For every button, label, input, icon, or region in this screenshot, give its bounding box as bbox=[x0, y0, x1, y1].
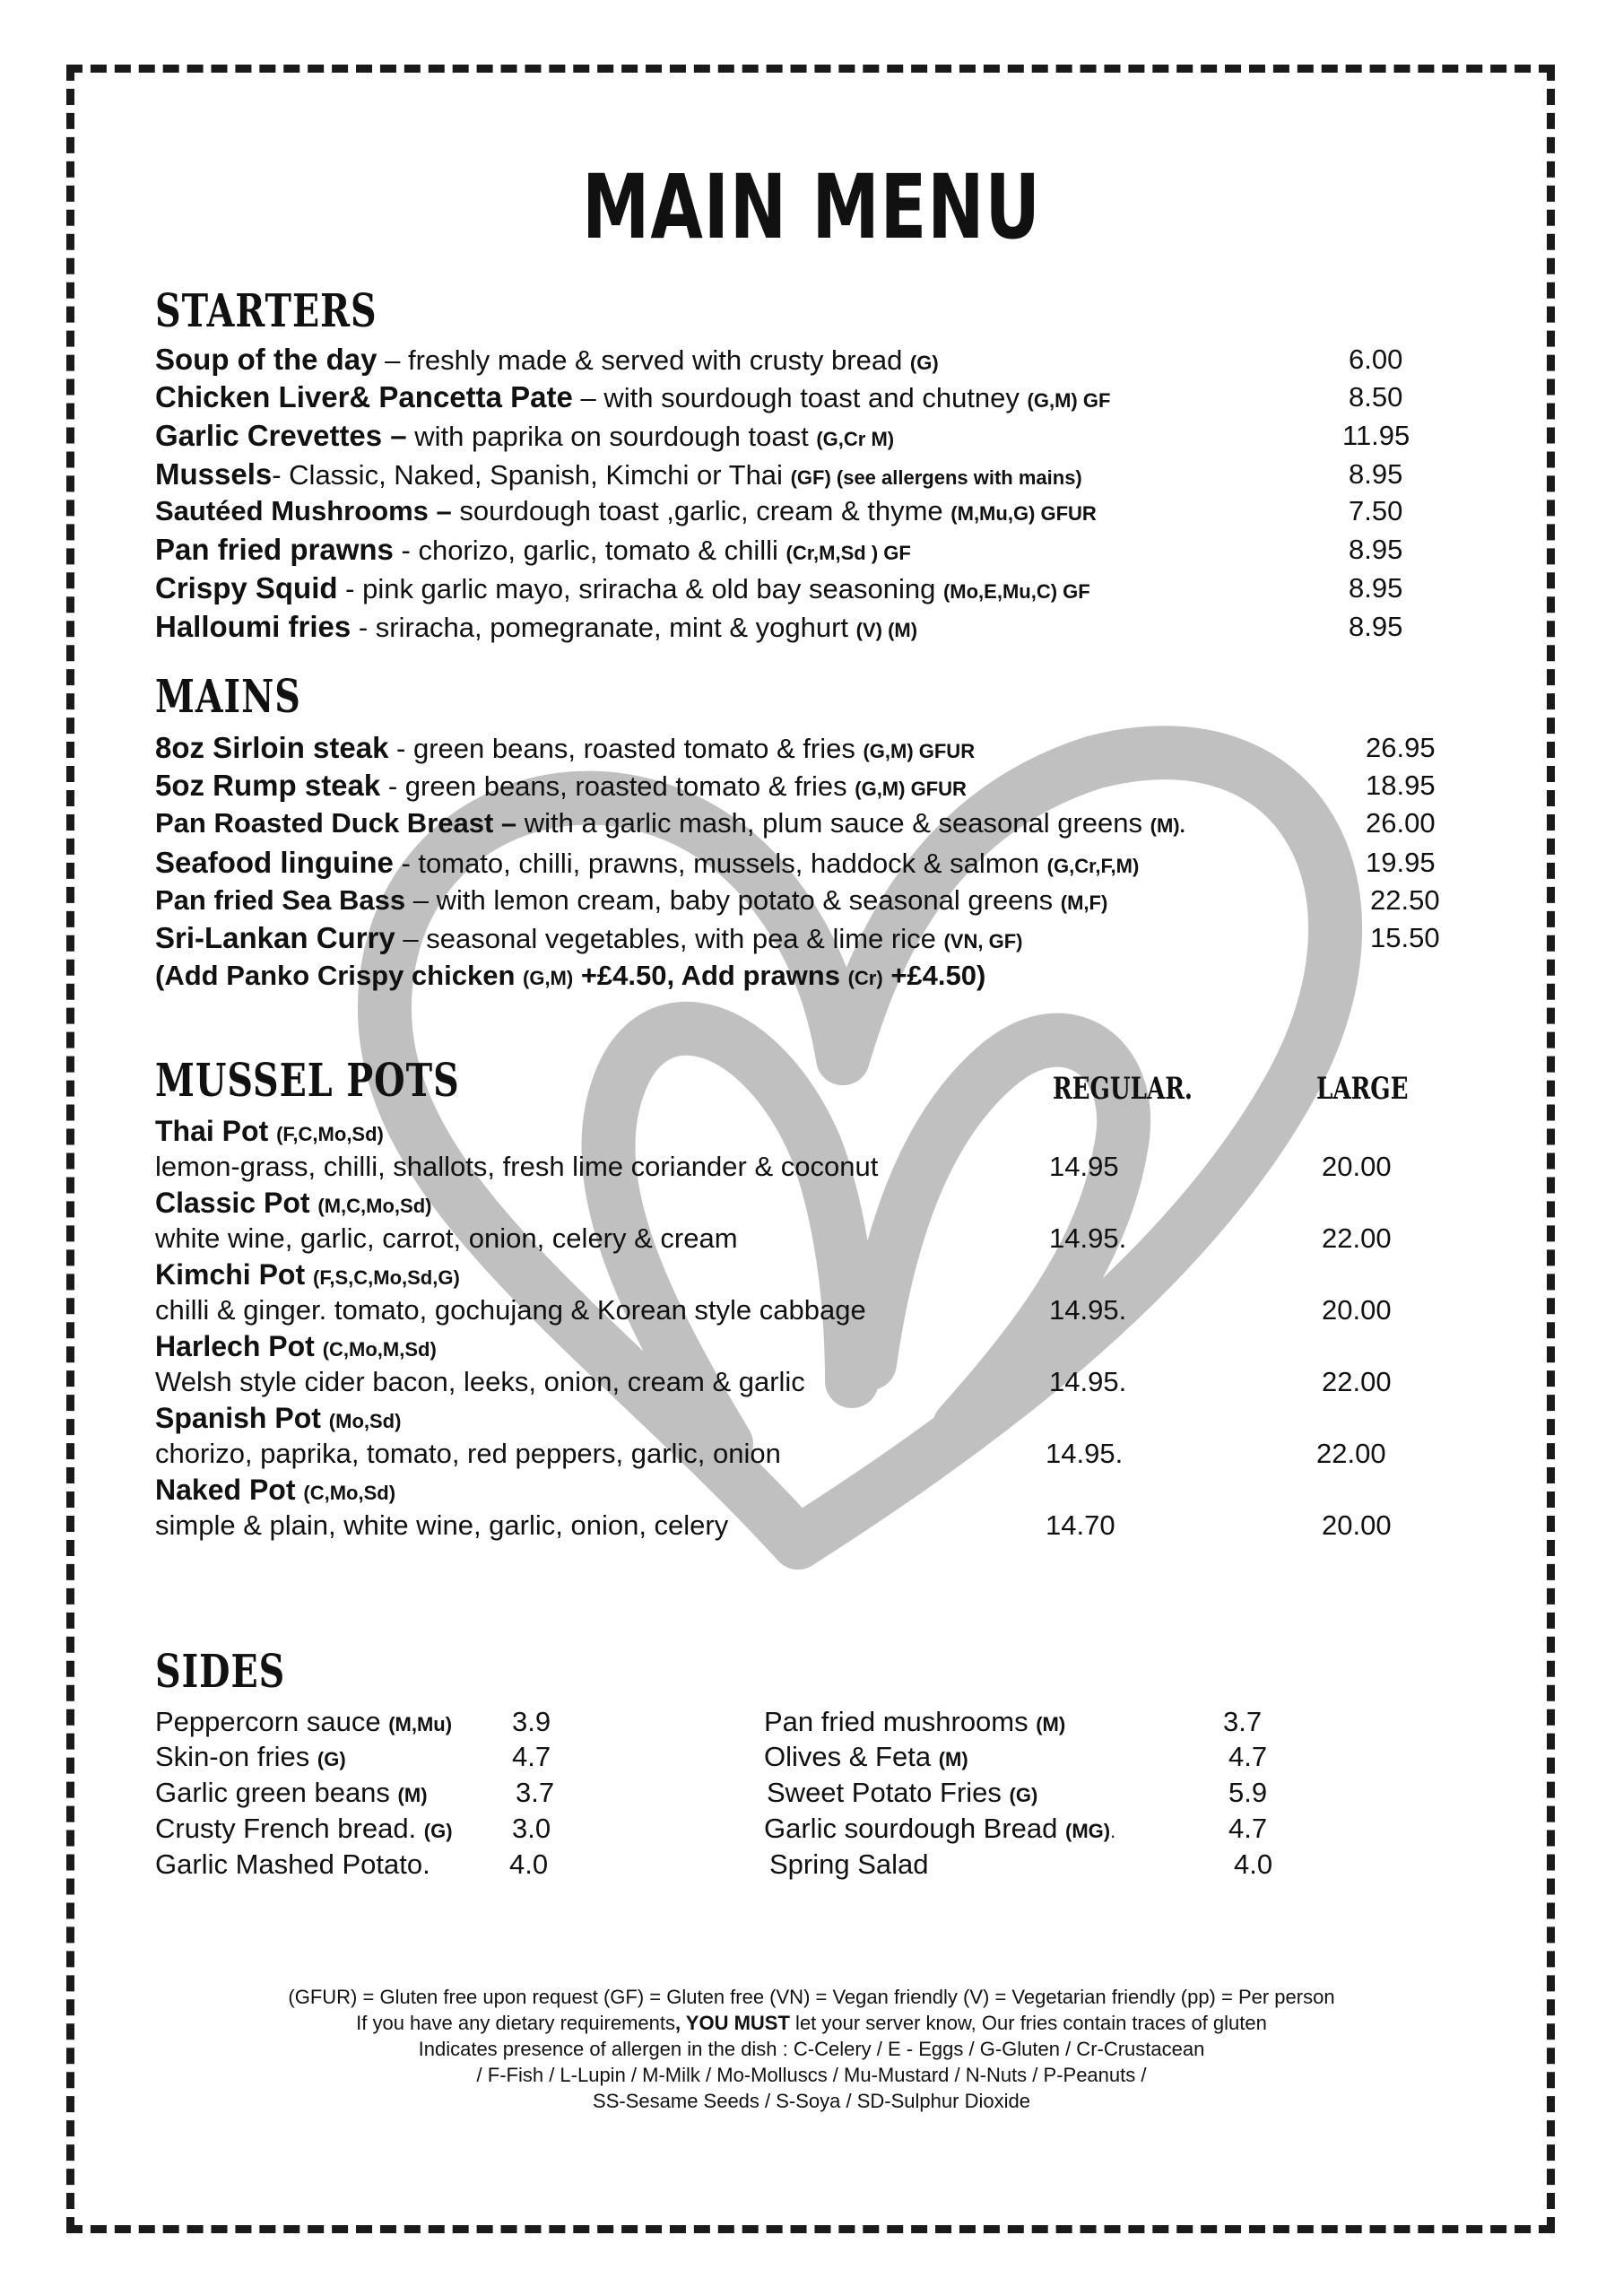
item-allergens: (G,Cr M) bbox=[816, 428, 895, 450]
item-desc: – with lemon cream, baby potato & seasonal greens bbox=[405, 884, 1061, 916]
large-column-heading: LARGE bbox=[1316, 1071, 1409, 1107]
item-allergens: (GF) (see allergens with mains) bbox=[790, 466, 1082, 489]
side-item: Garlic sourdough Bread (MG). bbox=[764, 1813, 1116, 1844]
item-desc: with paprika on sourdough toast bbox=[406, 421, 817, 452]
item-price: 22.50 bbox=[1370, 884, 1440, 916]
item-allergens: (M,Mu,G) GFUR bbox=[950, 502, 1097, 525]
starter-item bbox=[155, 343, 939, 380]
footnote-line: If you have any dietary requirements, YOU MUST let your server know, Our fries contain traces of gluten bbox=[356, 2012, 1267, 2034]
item-name: Pan Roasted Duck Breast – bbox=[155, 807, 517, 839]
side-price: 4.0 bbox=[509, 1848, 549, 1880]
item-price: 26.95 bbox=[1366, 732, 1436, 763]
pot-allergens: (F,C,Mo,Sd) bbox=[276, 1123, 384, 1145]
item-name: Crispy Squid bbox=[155, 571, 338, 604]
side-item: Garlic green beans (M) bbox=[155, 1777, 428, 1808]
item-desc: - green beans, roasted tomato & fries bbox=[380, 770, 855, 802]
item-desc: – freshly made & served with crusty bread bbox=[377, 344, 910, 376]
item-name: Pan fried prawns bbox=[155, 533, 394, 566]
side-allergens: (M) bbox=[938, 1748, 968, 1770]
side-price: 3.7 bbox=[516, 1777, 555, 1808]
large-price: 22.00 bbox=[1322, 1366, 1392, 1397]
item-allergens: (VN, GF) bbox=[943, 930, 1023, 952]
item-allergens: (G,M) GF bbox=[1027, 389, 1111, 412]
footnote-line: (GFUR) = Gluten free upon request (GF) = Gluten free (VN) = Vegan friendly (V) = Vegetarian friendly (pp) = Per person bbox=[288, 1986, 1335, 2008]
starter-item bbox=[155, 533, 911, 570]
pot-allergens: (M,C,Mo,Sd) bbox=[317, 1195, 432, 1217]
regular-price: 14.95. bbox=[1049, 1294, 1127, 1326]
main-item bbox=[155, 806, 1185, 843]
item-price: 6.00 bbox=[1349, 344, 1403, 375]
large-price: 20.00 bbox=[1322, 1294, 1392, 1326]
side-item: Peppercorn sauce (M,Mu) bbox=[155, 1706, 453, 1737]
side-allergens: (G) bbox=[423, 1820, 453, 1842]
addon-text: (Add Panko Crispy chicken bbox=[155, 960, 523, 991]
item-price: 18.95 bbox=[1366, 770, 1436, 801]
addon-allergens: (Cr) bbox=[847, 967, 883, 989]
starter-item bbox=[155, 610, 917, 648]
item-price: 15.50 bbox=[1370, 922, 1440, 953]
main-item bbox=[155, 731, 975, 769]
side-item: Skin-on fries (G) bbox=[155, 1741, 346, 1772]
item-desc: - green beans, roasted tomato & fries bbox=[388, 733, 864, 764]
side-price: 4.7 bbox=[512, 1741, 551, 1772]
item-allergens: (G,Cr,F,M) bbox=[1046, 855, 1140, 877]
sides-heading: SIDES bbox=[155, 1646, 286, 1699]
side-price: 3.9 bbox=[512, 1706, 551, 1737]
item-allergens: (M,F) bbox=[1060, 891, 1108, 914]
item-price: 11.95 bbox=[1342, 420, 1410, 451]
pot-desc: Welsh style cider bacon, leeks, onion, cream & garlic bbox=[155, 1366, 805, 1397]
pot-allergens: (C,Mo,M,Sd) bbox=[322, 1338, 437, 1361]
pot-name: Classic Pot (M,C,Mo,Sd) bbox=[155, 1187, 432, 1219]
item-name: Sautéed Mushrooms – bbox=[155, 495, 452, 526]
item-desc: - pink garlic mayo, sriracha & old bay seasoning bbox=[337, 573, 943, 604]
side-item: Spring Salad bbox=[769, 1848, 929, 1880]
side-item: Olives & Feta (M) bbox=[764, 1741, 968, 1772]
main-item bbox=[155, 846, 1139, 883]
item-price: 8.50 bbox=[1349, 381, 1403, 413]
item-price: 8.95 bbox=[1349, 572, 1403, 604]
item-name: Mussels bbox=[155, 457, 273, 491]
pot-allergens: (F,S,C,Mo,Sd,G) bbox=[313, 1266, 460, 1289]
item-price: 8.95 bbox=[1349, 458, 1403, 490]
side-item: Garlic Mashed Potato. bbox=[155, 1848, 430, 1880]
regular-price: 14.95 bbox=[1049, 1151, 1119, 1182]
item-allergens: (Cr,M,Sd ) GF bbox=[785, 542, 911, 564]
starter-item bbox=[155, 419, 894, 457]
regular-price: 14.95. bbox=[1049, 1366, 1127, 1397]
large-price: 20.00 bbox=[1322, 1151, 1392, 1182]
item-price: 8.95 bbox=[1349, 534, 1403, 565]
side-allergens: (M,Mu) bbox=[388, 1713, 453, 1735]
addon-text: +£4.50, Add prawns bbox=[573, 960, 848, 991]
pot-name: Thai Pot (F,C,Mo,Sd) bbox=[155, 1115, 384, 1147]
side-allergens: (M) bbox=[1036, 1713, 1066, 1735]
item-name: Soup of the day bbox=[155, 343, 378, 376]
pot-name: Harlech Pot (C,Mo,M,Sd) bbox=[155, 1330, 437, 1362]
item-desc: - sriracha, pomegranate, mint & yoghurt bbox=[351, 612, 856, 643]
side-price: 3.7 bbox=[1223, 1706, 1263, 1737]
item-price: 7.50 bbox=[1349, 495, 1403, 526]
main-item bbox=[155, 883, 1107, 920]
item-name: Garlic Crevettes – bbox=[155, 419, 407, 452]
item-price: 8.95 bbox=[1349, 611, 1403, 642]
main-item bbox=[155, 769, 967, 806]
pot-name: Kimchi Pot (F,S,C,Mo,Sd,G) bbox=[155, 1258, 460, 1291]
footnote-line: Indicates presence of allergen in the dish : C-Celery / E - Eggs / G-Gluten / Cr-Crustacean bbox=[418, 2038, 1205, 2060]
pot-desc: chilli & ginger. tomato, gochujang & Korean style cabbage bbox=[155, 1294, 866, 1326]
item-allergens: (V) (M) bbox=[855, 619, 918, 641]
item-desc: - tomato, chilli, prawns, mussels, haddock & salmon bbox=[393, 848, 1047, 879]
pot-allergens: (Mo,Sd) bbox=[328, 1410, 402, 1432]
side-item: Sweet Potato Fries (G) bbox=[767, 1777, 1038, 1808]
large-price: 22.00 bbox=[1322, 1222, 1392, 1254]
starter-item bbox=[155, 380, 1110, 418]
side-allergens: (G) bbox=[317, 1748, 346, 1770]
side-price: 3.0 bbox=[512, 1813, 551, 1844]
mains-addon bbox=[155, 959, 985, 996]
main-item bbox=[155, 921, 1022, 959]
item-name: 5oz Rump steak bbox=[155, 769, 381, 802]
side-price: 5.9 bbox=[1228, 1777, 1268, 1808]
pot-desc: white wine, garlic, carrot, onion, celery & cream bbox=[155, 1222, 738, 1254]
item-name: Sri-Lankan Curry bbox=[155, 921, 395, 954]
item-name: Chicken Liver& Pancetta Pate bbox=[155, 380, 573, 413]
side-price: 4.0 bbox=[1234, 1848, 1273, 1880]
item-desc: – seasonal vegetables, with pea & lime rice bbox=[395, 923, 944, 954]
footnote-line: SS-Sesame Seeds / S-Soya / SD-Sulphur Dioxide bbox=[593, 2090, 1030, 2112]
item-desc: – with sourdough toast and chutney bbox=[572, 382, 1028, 413]
regular-price: 14.95. bbox=[1046, 1438, 1124, 1469]
side-item: Crusty French bread. (G) bbox=[155, 1813, 453, 1844]
item-allergens: (G,M) GFUR bbox=[863, 740, 976, 762]
regular-price: 14.70 bbox=[1046, 1509, 1115, 1541]
item-desc: with a garlic mash, plum sauce & seasonal greens bbox=[516, 807, 1150, 839]
pot-desc: simple & plain, white wine, garlic, onion, celery bbox=[155, 1509, 729, 1541]
pot-name: Naked Pot (C,Mo,Sd) bbox=[155, 1474, 396, 1506]
page-title: MAIN MENU bbox=[582, 155, 1041, 259]
mussel-pots-heading: MUSSEL POTS bbox=[155, 1055, 460, 1108]
item-name: Pan fried Sea Bass bbox=[155, 884, 406, 916]
pot-desc: chorizo, paprika, tomato, red peppers, garlic, onion bbox=[155, 1438, 781, 1469]
item-allergens: (M). bbox=[1150, 814, 1185, 837]
item-allergens: (G,M) GFUR bbox=[855, 778, 967, 800]
starter-item bbox=[155, 571, 1090, 609]
side-price: 4.7 bbox=[1228, 1741, 1268, 1772]
addon-allergens: (G,M) bbox=[523, 967, 574, 989]
large-price: 22.00 bbox=[1316, 1438, 1386, 1469]
regular-column-heading: REGULAR. bbox=[1053, 1071, 1193, 1107]
large-price: 20.00 bbox=[1322, 1509, 1392, 1541]
item-name: Seafood linguine bbox=[155, 846, 394, 879]
regular-price: 14.95. bbox=[1049, 1222, 1127, 1254]
pot-allergens: (C,Mo,Sd) bbox=[303, 1482, 396, 1504]
item-desc: - chorizo, garlic, tomato & chilli bbox=[393, 535, 786, 566]
starter-item bbox=[155, 494, 1097, 531]
item-desc: sourdough toast ,garlic, cream & thyme bbox=[451, 495, 951, 526]
item-name: Halloumi fries bbox=[155, 610, 352, 643]
footnote-line: / F-Fish / L-Lupin / M-Milk / Mo-Molluscs / Mu-Mustard / N-Nuts / P-Peanuts / bbox=[476, 2064, 1147, 2086]
item-price: 19.95 bbox=[1366, 847, 1436, 878]
pot-name: Spanish Pot (Mo,Sd) bbox=[155, 1402, 402, 1434]
allergen-footnote bbox=[0, 1984, 1623, 2114]
side-price: 4.7 bbox=[1228, 1813, 1268, 1844]
side-allergens: (MG) bbox=[1065, 1820, 1111, 1842]
starters-heading: STARTERS bbox=[155, 285, 378, 338]
pot-desc: lemon-grass, chilli, shallots, fresh lime coriander & coconut bbox=[155, 1151, 879, 1182]
side-item: Pan fried mushrooms (M) bbox=[764, 1706, 1066, 1737]
side-allergens: (M) bbox=[397, 1784, 428, 1806]
addon-text: +£4.50) bbox=[882, 960, 986, 991]
item-allergens: (G) bbox=[909, 352, 939, 374]
item-allergens: (Mo,E,Mu,C) GF bbox=[942, 580, 1090, 603]
item-price: 26.00 bbox=[1366, 807, 1436, 839]
mains-heading: MAINS bbox=[155, 671, 301, 724]
item-name: 8oz Sirloin steak bbox=[155, 731, 389, 764]
side-allergens: (G) bbox=[1009, 1784, 1038, 1806]
starter-item bbox=[155, 457, 1082, 495]
item-desc: - Classic, Naked, Spanish, Kimchi or Thai bbox=[272, 459, 791, 491]
